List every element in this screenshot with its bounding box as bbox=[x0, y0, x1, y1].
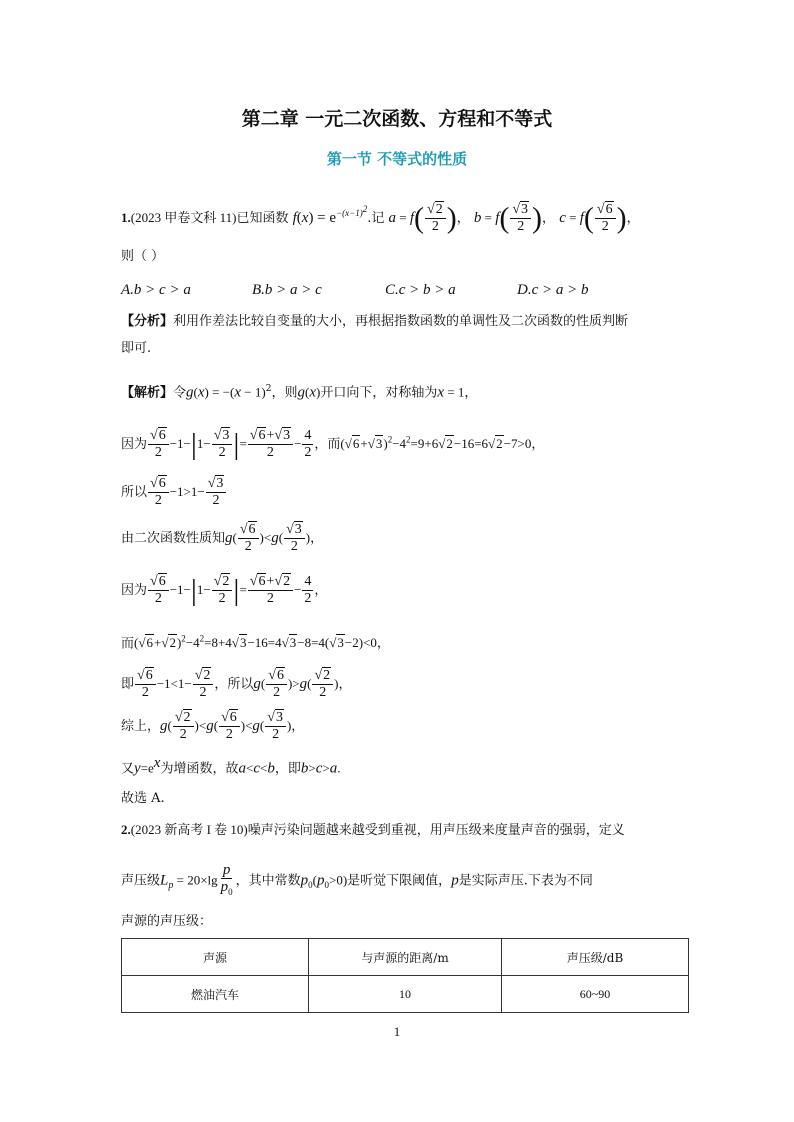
q1-number: 1. bbox=[121, 210, 131, 225]
text: 是听觉下限阈值， bbox=[347, 873, 452, 889]
text: ，而 bbox=[314, 437, 341, 452]
text: ，其中常数 bbox=[235, 873, 301, 889]
q1-option-d: D.c > a > b bbox=[517, 282, 589, 298]
table-row bbox=[122, 976, 689, 1013]
q1-solution-line-7: 即 $\frac{√6}{2}$ −1<1− $\frac{√2}{2}$ ，所以g( $\frac{√6}{2}$ )>g( $\frac{√2}{2}$ )， bbox=[121, 668, 352, 700]
text: 令 bbox=[173, 385, 187, 401]
q1-source: (2023 甲卷文科 11) bbox=[130, 210, 237, 225]
q1-solution-line-8: 综上，g( $\frac{√2}{2}$ )<g( $\frac{√6}{2}$ )<g( $\frac{√3}{2}$ )， bbox=[121, 710, 305, 742]
table-cell: 60~90 bbox=[502, 976, 689, 1013]
q1-conclusion: 故选 A. bbox=[121, 791, 165, 806]
analysis-text: 利用作差法比较自变量的大小，再根据指数函数的单调性及二次函数的性质判断 bbox=[173, 314, 629, 329]
analysis-label: 【分析】 bbox=[121, 314, 174, 329]
q2-table-intro: 声源的声压级： bbox=[121, 914, 213, 929]
text: 是实际声压.下表为不同 bbox=[458, 873, 593, 889]
table-header-cell: 声压级/dB bbox=[502, 939, 689, 976]
q2-source: (2023 新高考 I 卷 10) bbox=[130, 822, 248, 837]
q1-stem: 1.(2023 甲卷文科 11)已知函数 $f(x) = e^{-(x-1)^2}$.记 a = f( $\frac{√2}{2}$ )， b = f( $\frac{√3}{2}$ )， c = f( $\frac{√6}{2}$ )， bbox=[121, 201, 640, 235]
q1-function-def: $f(x) = e^{-(x-1)^2}$ bbox=[292, 204, 368, 226]
q1-then: 则（ ） bbox=[121, 249, 165, 264]
text: 为增函数，故 bbox=[160, 761, 239, 777]
q1-solution-line-9: 又$y=e^x$为增函数，故a<c<b，即b>c>a. bbox=[121, 755, 341, 777]
text: 因为 bbox=[121, 437, 148, 452]
text: 由二次函数性质知 bbox=[121, 531, 226, 546]
table-cell: 10 bbox=[309, 976, 502, 1013]
q2-stem bbox=[121, 821, 625, 840]
q1-stem-text: 已知函数 bbox=[236, 211, 289, 226]
q1-option-b: B.b > a > c bbox=[252, 282, 322, 298]
text: 开口向下，对称轴为 bbox=[320, 385, 438, 401]
text: ，所以 bbox=[214, 677, 254, 692]
section-title: 第一节 不等式的性质 bbox=[326, 150, 468, 168]
text: 声压级 bbox=[121, 873, 161, 889]
text: ，则 bbox=[271, 385, 298, 401]
text: 而 bbox=[121, 636, 135, 652]
q1-option-c: C.c > b > a bbox=[385, 282, 456, 298]
solution-label: 【解析】 bbox=[121, 385, 174, 401]
q1-analysis-cont: 即可. bbox=[121, 341, 152, 356]
text: 又 bbox=[121, 761, 135, 777]
q1-solution-line-3: 所以 $\frac{√6}{2}$ −1>1− $\frac{√3}{2}$ bbox=[121, 476, 227, 509]
q2-number: 2. bbox=[121, 822, 131, 837]
q1-stem-text2: .记 bbox=[367, 211, 385, 226]
q2-stem-text: 噪声污染问题越来越受到重视，用声压级来度量声音的强弱，定义 bbox=[247, 823, 625, 838]
q2-definition: 声压级$L_p = 20\times\lg$ $\frac{p}{p_0}$ ，其中常数$p_0(p_0>0)$是听觉下限阈值，p是实际声压.下表为不同 bbox=[121, 862, 593, 897]
q1-analysis bbox=[121, 313, 628, 331]
q1-solution-line-6: 而$(√6+√2)^2-4^2=8+4√3-16=4√3-8=4(√3-2)<0$， bbox=[121, 634, 390, 652]
chapter-title: 第二章 一元二次函数、方程和不等式 bbox=[241, 108, 553, 130]
sound-level-table bbox=[121, 938, 689, 1013]
q1-solution-line-2: 因为 $\frac{√6}{2}$ −1−|1− $\frac{√3}{2}$ |= $\frac{√6+√3}{2}$ − $\frac{4}{2}$ ，而$(√6+√3)^2-4^2=9+6√2-16=6√2-7>0$， bbox=[121, 427, 545, 461]
text: ，即 bbox=[274, 761, 301, 777]
q1-solution-line-5: 因为 $\frac{√6}{2}$ −1−|1− $\frac{√2}{2}$ |= $\frac{√6+√2}{2}$ − $\frac{4}{2}$ ， bbox=[121, 573, 328, 607]
q1-solution-line-4: 由二次函数性质知g( $\frac{√6}{2}$ )<g( $\frac{√3}{2}$ )， bbox=[121, 522, 324, 554]
text: 所以 bbox=[121, 485, 148, 500]
text: 综上， bbox=[121, 719, 161, 734]
q1-option-a: A.b > c > a bbox=[121, 282, 191, 298]
table-header-row bbox=[122, 939, 689, 976]
text: 因为 bbox=[121, 583, 148, 598]
q1-solution-line-1: 【解析】令$g(x) = -(x - 1)^2$，则g(x)开口向下，对称轴为x = 1， bbox=[121, 384, 478, 401]
table-header-cell: 与声源的距离/m bbox=[309, 939, 502, 976]
table-header-cell: 声源 bbox=[122, 939, 309, 976]
table-cell: 燃油汽车 bbox=[122, 976, 309, 1013]
text: 即 bbox=[121, 677, 135, 692]
page-number: 1 bbox=[393, 1024, 401, 1039]
